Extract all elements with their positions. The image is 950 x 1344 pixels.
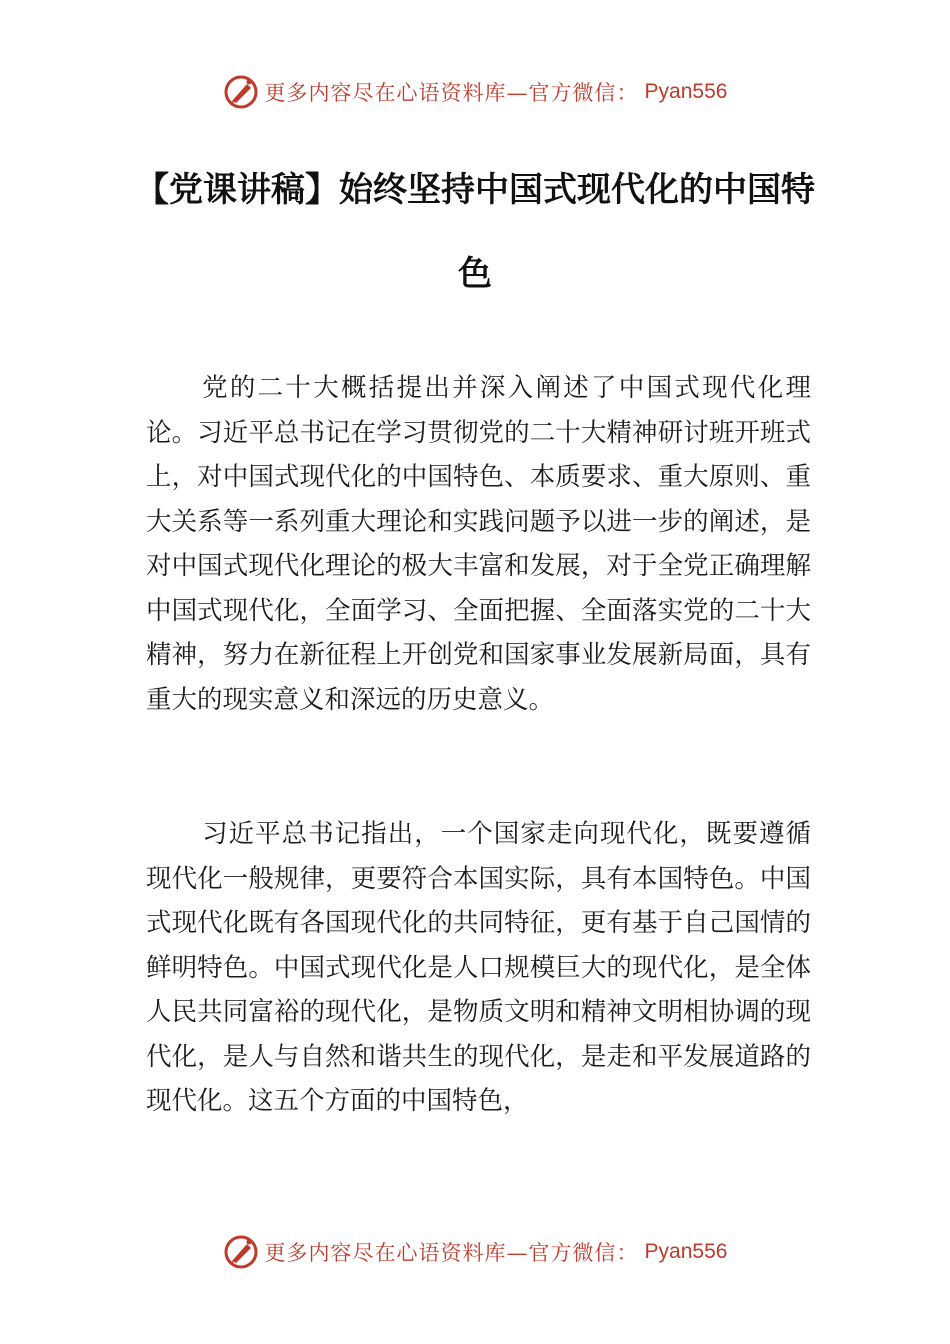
document-title: 【党课讲稿】始终坚持中国式现代化的中国特色 (135, 170, 815, 294)
watermark-text: 更多内容尽在心语资料库—官方微信： (264, 81, 639, 105)
pen-logo-icon (223, 74, 259, 110)
body-paragraph: 习近平总书记指出，一个国家走向现代化，既要遵循现代化一般规律，更要符合本国实际，具有本国特色。中国式现代化既有各国现代化的共同特征，更有基于自己国情的鲜明特色。中国式现代化是人口规模巨大的现代化，是全体人民共同富裕的现代化，是物质文明和精神文明相协调的现代化，是人与自然和谐共生的现代化，是走和平发展道路的现代化。这五个方面的中国特色， (146, 819, 811, 1116)
watermark-wechat-id: Pyan556 (644, 1240, 728, 1263)
watermark-text: 更多内容尽在心语资料库—官方微信： (264, 1241, 639, 1265)
header-watermark (0, 72, 950, 112)
footer-watermark (0, 1232, 950, 1272)
watermark-wechat-id: Pyan556 (644, 80, 728, 103)
body-paragraph: 党的二十大概括提出并深入阐述了中国式现代化理论。习近平总书记在学习贯彻党的二十大精神研讨班开班式上，对中国式现代化的中国特色、本质要求、重大原则、重大关系等一系列重大理论和实践问题予以进一步的阐述，是对中国式现代化理论的极大丰富和发展，对于全党正确理解中国式现代化，全面学习、全面把握、全面落实党的二十大精神，努力在新征程上开创党和国家事业发展新局面，具有重大的现实意义和深远的历史意义。 (146, 373, 811, 715)
pen-logo-icon (223, 1234, 259, 1270)
